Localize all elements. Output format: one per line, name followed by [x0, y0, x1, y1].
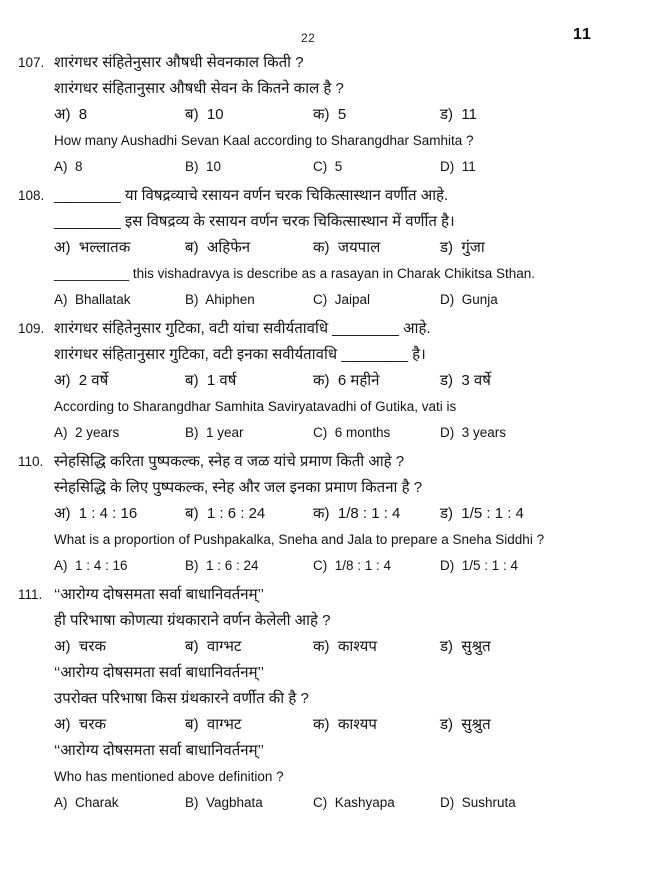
option-d: ड) 3 वर्षे: [440, 372, 491, 389]
options-row-devanagari: [52, 102, 653, 128]
question-108: [18, 183, 653, 313]
question-111: [18, 582, 653, 816]
option-d: ड) 1/5 : 1 : 4: [440, 505, 524, 522]
options-row-english: [52, 553, 653, 579]
option-c: C) 1/8 : 1 : 4: [313, 558, 392, 573]
option-b: ब) 1 वर्ष: [185, 372, 237, 389]
option-a: A) 2 years: [54, 425, 120, 440]
option-a: A) 8: [54, 159, 83, 174]
option-d: ड) सुश्रुत: [440, 716, 491, 733]
question-line-marathi: स्नेहसिद्धि करिता पुष्पकल्क, स्नेह व जळ यांचे प्रमाण किती आहे ?: [54, 453, 405, 470]
option-d: ड) गुंजा: [440, 239, 485, 256]
question-number: 109.: [18, 321, 45, 336]
options-row-devanagari: [52, 501, 653, 527]
option-c: क) काश्यप: [313, 716, 377, 733]
options-row-english: [52, 287, 653, 313]
option-a: अ) 1 : 4 : 16: [54, 505, 138, 522]
options-row-english: [52, 790, 653, 816]
question-line-marathi: शारंगधर संहितेनुसार औषधी सेवनकाल किती ?: [54, 54, 304, 71]
option-c: C) Kashyapa: [313, 795, 395, 810]
question-line-hindi: उपरोक्त परिभाषा किस ग्रंथकारने वर्णीत की है ?: [54, 690, 309, 707]
option-c: क) 6 महीने: [313, 372, 380, 389]
question-number: 108.: [18, 188, 45, 203]
option-a: A) 1 : 4 : 16: [54, 558, 128, 573]
option-b: B) 1 year: [185, 425, 244, 440]
question-number: 107.: [18, 55, 45, 70]
question-line-english: How many Aushadhi Sevan Kaal according to Sharangdhar Samhita ?: [54, 133, 474, 148]
question-line-hindi: शारंगधर संहितानुसार औषधी सेवन के कितने काल है ?: [54, 80, 344, 97]
option-c: C) Jaipal: [313, 292, 371, 307]
option-d: D) 11: [440, 159, 476, 174]
question-107: [18, 50, 653, 180]
question-line-hindi: शारंगधर संहितानुसार गुटिका, वटी इनका सवीर्यतावधि ________ है।: [54, 346, 426, 363]
option-b: ब) 10: [185, 106, 224, 123]
question-line-english: __________ this vishadravya is describe as a rasayan in Charak Chikitsa Sthan.: [54, 266, 536, 281]
option-a: अ) चरक: [54, 716, 106, 733]
question-line-marathi: ही परिभाषा कोणत्या ग्रंथकाराने वर्णन केलेली आहे ?: [54, 612, 331, 629]
option-d: D) 1/5 : 1 : 4: [440, 558, 519, 573]
quote-line-devanagari: ‘‘आरोग्य दोषसमता सर्वा बाधानिवर्तनम्’’: [54, 586, 264, 603]
question-number: 111.: [18, 587, 43, 602]
quote-line-devanagari: ‘‘आरोग्य दोषसमता सर्वा बाधानिवर्तनम्’’: [54, 664, 264, 681]
options-row-english: [52, 154, 653, 180]
question-109: [18, 316, 653, 446]
question-line-english: According to Sharangdhar Samhita Saviryatavadhi of Gutika, vati is: [54, 399, 457, 414]
option-a: अ) 2 वर्षे: [54, 372, 109, 389]
option-b: B) Vagbhata: [185, 795, 263, 810]
option-d: ड) सुश्रुत: [440, 638, 491, 655]
options-row-devanagari: [52, 235, 653, 261]
questions-area: [18, 50, 653, 819]
option-d: D) Gunja: [440, 292, 498, 307]
option-b: B) 1 : 6 : 24: [185, 558, 259, 573]
option-d: ड) 11: [440, 106, 477, 123]
page-number: 22: [301, 31, 316, 45]
option-c: क) जयपाल: [313, 239, 381, 256]
option-a: A) Bhallatak: [54, 292, 131, 307]
option-b: B) 10: [185, 159, 222, 174]
option-b: ब) वाग्भट: [185, 716, 242, 733]
option-a: अ) चरक: [54, 638, 106, 655]
quote-line-devanagari: ‘‘आरोग्य दोषसमता सर्वा बाधानिवर्तनम्’’: [54, 742, 264, 759]
question-number: 110.: [18, 454, 44, 469]
option-b: ब) 1 : 6 : 24: [185, 505, 266, 522]
option-c: क) काश्यप: [313, 638, 377, 655]
option-b: B) Ahiphen: [185, 292, 255, 307]
option-a: अ) भल्लातक: [54, 239, 131, 256]
options-row-devanagari: [52, 712, 653, 738]
option-a: A) Charak: [54, 795, 119, 810]
question-110: [18, 449, 653, 579]
question-line-hindi: स्नेहसिद्धि के लिए पुष्पकल्क, स्नेह और जल इनका प्रमाण कितना है ?: [54, 479, 423, 496]
option-c: C) 6 months: [313, 425, 391, 440]
options-row-english: [52, 420, 653, 446]
option-c: क) 5: [313, 106, 347, 123]
question-line-hindi: ________ इस विषद्रव्य के रसायन वर्णन चरक चिकित्सास्थान में वर्णीत है।: [54, 213, 455, 230]
question-line-english: Who has mentioned above definition ?: [54, 769, 284, 784]
options-row-devanagari: [52, 634, 653, 660]
question-line-marathi: ________ या विषद्रव्याचे रसायन वर्णन चरक चिकित्सास्थान वर्णीत आहे.: [54, 187, 449, 204]
option-b: ब) अहिफेन: [185, 239, 251, 256]
question-line-marathi: शारंगधर संहितेनुसार गुटिका, वटी यांचा सवीर्यतावधि ________ आहे.: [54, 320, 431, 337]
options-row-devanagari: [52, 368, 653, 394]
option-c: C) 5: [313, 159, 343, 174]
option-d: D) 3 years: [440, 425, 507, 440]
booklet-number: 11: [573, 26, 592, 43]
option-b: ब) वाग्भट: [185, 638, 242, 655]
question-line-english: What is a proportion of Pushpakalka, Sneha and Jala to prepare a Sneha Siddhi ?: [54, 532, 545, 547]
option-d: D) Sushruta: [440, 795, 516, 810]
option-c: क) 1/8 : 1 : 4: [313, 505, 401, 522]
option-a: अ) 8: [54, 106, 88, 123]
